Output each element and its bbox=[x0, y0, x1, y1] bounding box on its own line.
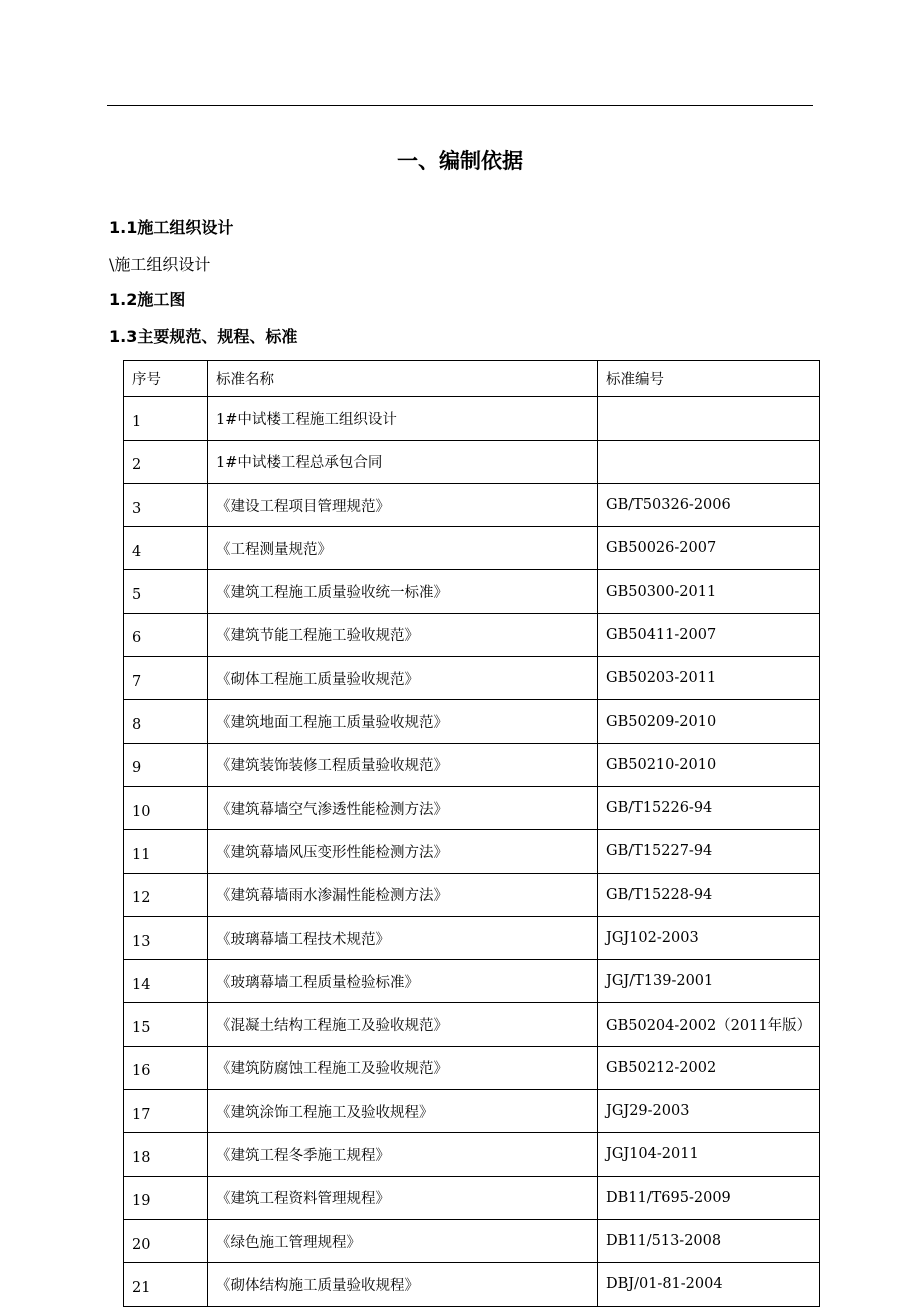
standard-code-cell: GB50203-2011 bbox=[598, 657, 820, 700]
standard-code-cell: GB/T15226-94 bbox=[598, 786, 820, 829]
row-number-cell: 4 bbox=[124, 527, 208, 570]
standard-code-cell: GB50411-2007 bbox=[598, 613, 820, 656]
standard-code-cell: DBJ/01-81-2004 bbox=[598, 1263, 820, 1306]
standard-name-cell: 《建筑涂饰工程施工及验收规程》 bbox=[208, 1090, 598, 1133]
table-row bbox=[124, 1090, 820, 1133]
standard-name-cell: 《砌体结构施工质量验收规程》 bbox=[208, 1263, 598, 1306]
table-header-row bbox=[124, 361, 820, 397]
standard-code-cell: JGJ104-2011 bbox=[598, 1133, 820, 1176]
table-row bbox=[124, 1219, 820, 1262]
standard-code-cell: JGJ102-2003 bbox=[598, 916, 820, 959]
row-number-cell: 2 bbox=[124, 440, 208, 483]
table-row bbox=[124, 1046, 820, 1089]
table-row bbox=[124, 1176, 820, 1219]
table-row bbox=[124, 700, 820, 743]
table-row bbox=[124, 873, 820, 916]
section-heading-1-2: 1.2施工图 bbox=[109, 290, 186, 309]
standard-code-cell: DB11/T695-2009 bbox=[598, 1176, 820, 1219]
header-rule bbox=[107, 105, 813, 106]
standard-code-cell: JGJ29-2003 bbox=[598, 1090, 820, 1133]
table-row bbox=[124, 440, 820, 483]
standard-code-cell: GB50026-2007 bbox=[598, 527, 820, 570]
standard-name-cell: 《建筑装饰装修工程质量验收规范》 bbox=[208, 743, 598, 786]
row-number-cell: 5 bbox=[124, 570, 208, 613]
standard-name-cell: 《玻璃幕墙工程技术规范》 bbox=[208, 916, 598, 959]
row-number-cell: 15 bbox=[124, 1003, 208, 1046]
table-row bbox=[124, 786, 820, 829]
row-number-cell: 3 bbox=[124, 483, 208, 526]
standard-code-cell: DB11/513-2008 bbox=[598, 1219, 820, 1262]
standard-code-cell: JGJ/T139-2001 bbox=[598, 960, 820, 1003]
table-row bbox=[124, 960, 820, 1003]
standard-code-cell: GB50300-2011 bbox=[598, 570, 820, 613]
standard-name-cell: 《建筑防腐蚀工程施工及验收规范》 bbox=[208, 1046, 598, 1089]
row-number-cell: 10 bbox=[124, 786, 208, 829]
row-number-cell: 7 bbox=[124, 657, 208, 700]
row-number-cell: 20 bbox=[124, 1219, 208, 1262]
table-row bbox=[124, 1003, 820, 1046]
header-cell-no: 序号 bbox=[124, 361, 208, 397]
standard-name-cell: 《建筑工程冬季施工规程》 bbox=[208, 1133, 598, 1176]
section-heading-1-1: 1.1施工组织设计 bbox=[109, 218, 234, 237]
row-number-cell: 21 bbox=[124, 1263, 208, 1306]
standards-table bbox=[123, 360, 820, 1307]
section-heading-1-3: 1.3主要规范、规程、标准 bbox=[109, 327, 298, 346]
standard-code-cell: GB/T15227-94 bbox=[598, 830, 820, 873]
table-row bbox=[124, 613, 820, 656]
row-number-cell: 6 bbox=[124, 613, 208, 656]
table-row bbox=[124, 830, 820, 873]
standard-name-cell: 1#中试楼工程施工组织设计 bbox=[208, 397, 598, 440]
standard-name-cell: 《建筑幕墙雨水渗漏性能检测方法》 bbox=[208, 873, 598, 916]
row-number-cell: 1 bbox=[124, 397, 208, 440]
standard-code-cell: GB50210-2010 bbox=[598, 743, 820, 786]
standard-name-cell: 《建筑地面工程施工质量验收规范》 bbox=[208, 700, 598, 743]
standard-name-cell: 《玻璃幕墙工程质量检验标准》 bbox=[208, 960, 598, 1003]
row-number-cell: 12 bbox=[124, 873, 208, 916]
standard-name-cell: 《混凝土结构工程施工及验收规范》 bbox=[208, 1003, 598, 1046]
standard-name-cell: 《建筑节能工程施工验收规范》 bbox=[208, 613, 598, 656]
row-number-cell: 16 bbox=[124, 1046, 208, 1089]
table-row bbox=[124, 1133, 820, 1176]
standard-name-cell: 1#中试楼工程总承包合同 bbox=[208, 440, 598, 483]
row-number-cell: 13 bbox=[124, 916, 208, 959]
standard-code-cell bbox=[598, 397, 820, 440]
standard-code-cell: GB50209-2010 bbox=[598, 700, 820, 743]
standard-code-cell: GB/T50326-2006 bbox=[598, 483, 820, 526]
standard-name-cell: 《建筑工程施工质量验收统一标准》 bbox=[208, 570, 598, 613]
standard-code-cell: GB50212-2002 bbox=[598, 1046, 820, 1089]
standard-code-cell: GB/T15228-94 bbox=[598, 873, 820, 916]
table-row bbox=[124, 916, 820, 959]
table-row bbox=[124, 1263, 820, 1306]
table-row bbox=[124, 570, 820, 613]
table-row bbox=[124, 397, 820, 440]
page-title: 一、编制依据 bbox=[397, 149, 523, 173]
header-cell-code: 标准编号 bbox=[598, 361, 820, 397]
table-row bbox=[124, 657, 820, 700]
standard-name-cell: 《绿色施工管理规程》 bbox=[208, 1219, 598, 1262]
row-number-cell: 19 bbox=[124, 1176, 208, 1219]
standard-name-cell: 《建筑工程资料管理规程》 bbox=[208, 1176, 598, 1219]
header-cell-name: 标准名称 bbox=[208, 361, 598, 397]
table-row bbox=[124, 483, 820, 526]
standard-name-cell: 《建筑幕墙空气渗透性能检测方法》 bbox=[208, 786, 598, 829]
table-row bbox=[124, 743, 820, 786]
standard-name-cell: 《建设工程项目管理规范》 bbox=[208, 483, 598, 526]
table-row bbox=[124, 527, 820, 570]
standard-name-cell: 《工程测量规范》 bbox=[208, 527, 598, 570]
row-number-cell: 17 bbox=[124, 1090, 208, 1133]
row-number-cell: 18 bbox=[124, 1133, 208, 1176]
standard-name-cell: 《砌体工程施工质量验收规范》 bbox=[208, 657, 598, 700]
row-number-cell: 11 bbox=[124, 830, 208, 873]
standard-code-cell bbox=[598, 440, 820, 483]
standard-code-cell: GB50204-2002（2011年版） bbox=[598, 1003, 820, 1046]
standard-name-cell: 《建筑幕墙风压变形性能检测方法》 bbox=[208, 830, 598, 873]
row-number-cell: 14 bbox=[124, 960, 208, 1003]
section-text-1-1: \施工组织设计 bbox=[109, 255, 211, 274]
row-number-cell: 8 bbox=[124, 700, 208, 743]
row-number-cell: 9 bbox=[124, 743, 208, 786]
